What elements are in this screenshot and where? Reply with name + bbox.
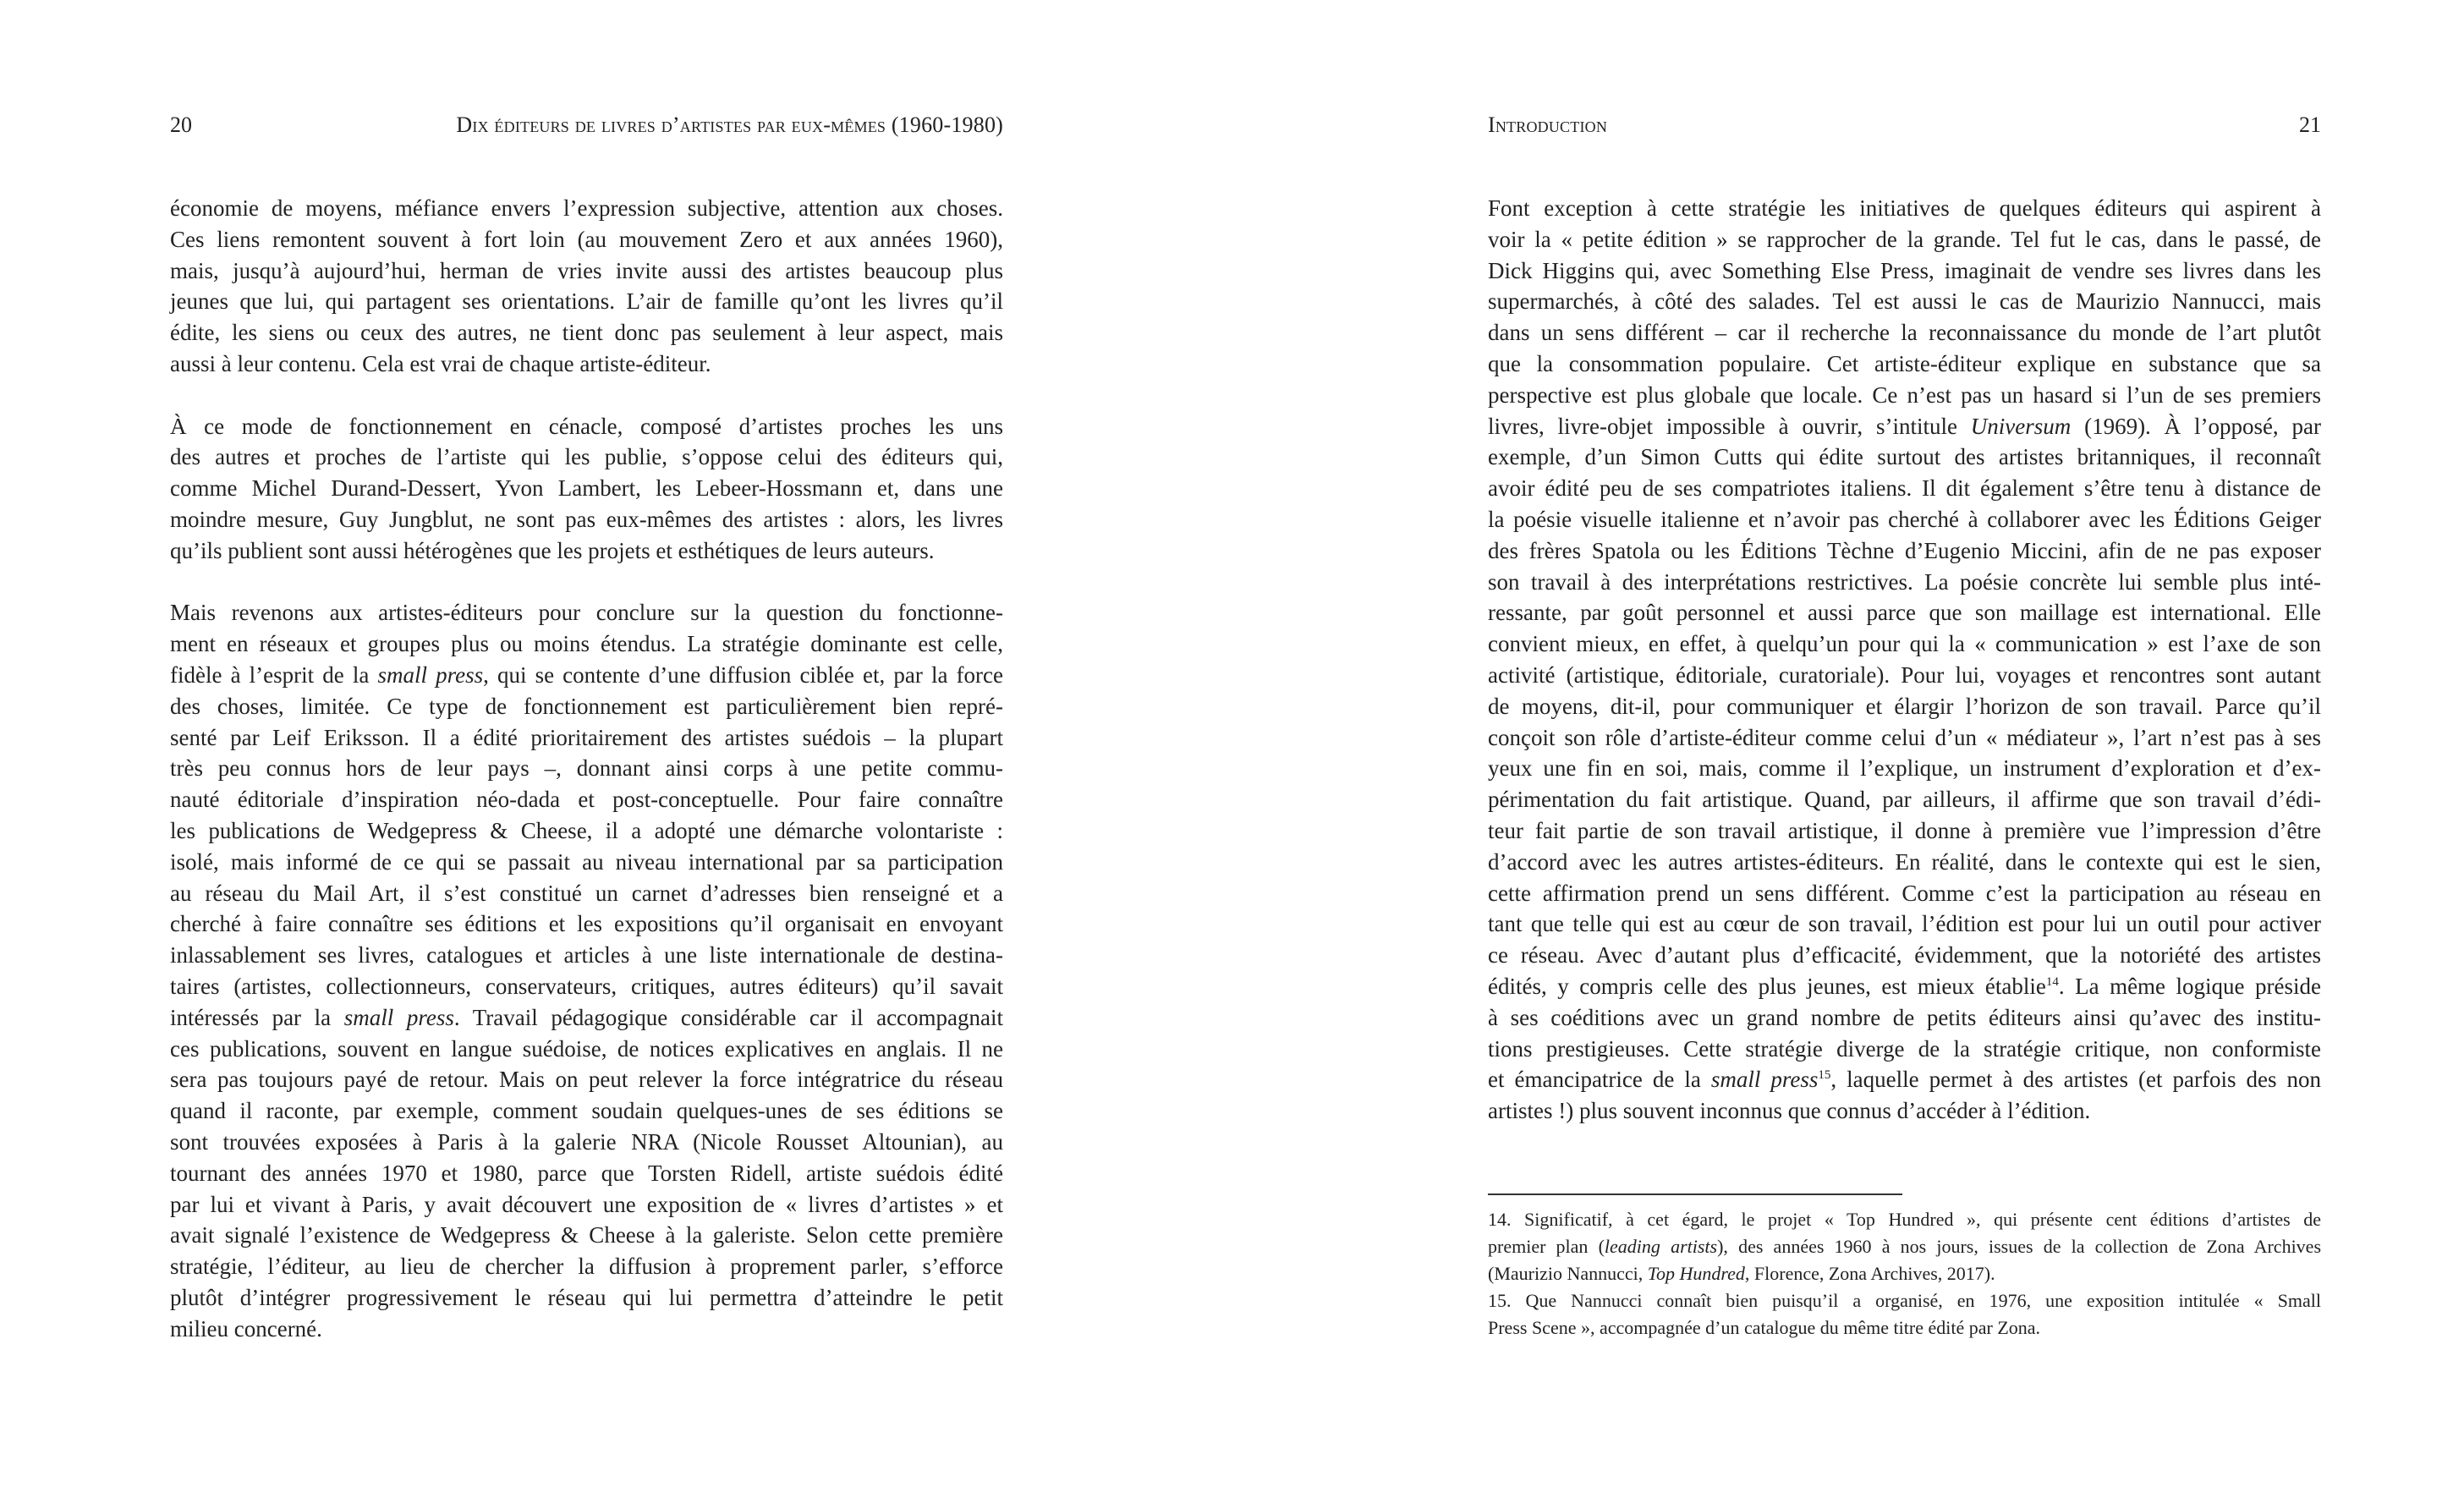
text-line: son travail à des interprétations restrictives. La poésie concrète lui semble plus inté-	[1488, 568, 2321, 595]
text-line: d’accord avec les autres artistes-éditeurs. En réalité, dans le contexte qui est le sien,	[1488, 848, 2321, 875]
text-line: ces publications, souvent en langue suédoise, de notices explicatives en anglais. Il ne	[170, 1035, 1003, 1062]
text-line: plutôt d’intégrer progressivement le réseau qui lui permettra d’atteindre le petit	[170, 1284, 1003, 1310]
footnote-separator	[1488, 1193, 1902, 1195]
text-line: et émancipatrice de la small press$^{15}$, laquelle permet à des artistes (et parfois des non	[1488, 1067, 2322, 1093]
text-line: au réseau du Mail Art, il s’est constitué un carnet d’adresses bien renseigné et a	[170, 880, 1003, 906]
text-line: quand il raconte, par exemple, comment soudain quelques-unes de ses éditions se	[170, 1098, 1003, 1124]
text-line: fidèle à l’esprit de la small press, qui se contente d’une diffusion ciblée et, par la force	[170, 661, 1003, 688]
text-line: périmentation du fait artistique. Quand, par ailleurs, il affirme que son travail d’édi-	[1488, 787, 2321, 813]
text-line: Mais revenons aux artistes-éditeurs pour conclure sur la question du fonctionne-	[170, 600, 1003, 626]
text-line: tant que telle qui est au cœur de son travail, l’édition est pour lui un outil pour activer	[1488, 911, 2321, 937]
running-head-right	[1488, 110, 2321, 140]
text-line: économie de moyens, méfiance envers l’expression subjective, attention aux choses.	[170, 195, 1003, 221]
text-line: cherché à faire connaître ses éditions et les expositions qu’il organisait en envoyant	[170, 911, 1003, 937]
text-line: senté par Leif Eriksson. Il a édité prioritairement des artistes suédois – la plupart	[170, 724, 1003, 750]
footnote-line: 15. Que Nannucci connaît bien puisqu’il a organisé, en 1976, une exposition intitulée « Small	[1488, 1290, 2321, 1311]
text-line: avait signalé l’existence de Wedgepress & Cheese à la galeriste. Selon cette première	[170, 1222, 1003, 1248]
text-line: des frères Spatola ou les Éditions Tèchne d’Eugenio Miccini, afin de ne pas exposer	[1488, 537, 2321, 563]
text-line: la poésie visuelle italienne et n’avoir pas cherché à collaborer avec les Éditions Geiger	[1488, 506, 2321, 532]
paragraph	[170, 597, 1003, 1344]
text-line: ment en réseaux et groupes plus ou moins étendus. La stratégie dominante est celle,	[170, 631, 1003, 657]
text-line: de moyens, dit-il, pour communiquer et élargir l’horizon de son travail. Parce qu’il	[1488, 693, 2321, 719]
text-line: des autres et proches de l’artiste qui les publie, s’oppose celui des éditeurs qui,	[170, 444, 1003, 470]
footnote-line: 14. Significatif, à cet égard, le projet « Top Hundred », qui présente cent éditions d’artistes de	[1488, 1209, 2321, 1230]
text-line: artistes !) plus souvent inconnus que connus d’accéder à l’édition.	[1488, 1098, 2091, 1124]
text-line: yeux une fin en soi, mais, comme il l’explique, un instrument d’exploration et d’ex-	[1488, 755, 2321, 782]
text-line: avoir édité peu de ses compatriotes italiens. Il dit également s’être tenu à distance de	[1488, 475, 2321, 502]
text-line: convient mieux, en effet, à quelqu’un pour qui la « communication » est l’axe de son	[1488, 631, 2321, 657]
footnote-line: (Maurizio Nannucci, Top Hundred, Florence, Zona Archives, 2017).	[1488, 1263, 1995, 1284]
text-line: à ses coéditions avec un grand nombre de petits éditeurs ainsi qu’avec des institu-	[1488, 1004, 2321, 1030]
text-line: sont trouvées exposées à Paris à la galerie NRA (Nicole Rousset Altounian), au	[170, 1128, 1003, 1155]
left-page	[170, 0, 1003, 1498]
text-line: Ces liens remontent souvent à fort loin (au mouvement Zero et aux années 1960),	[170, 226, 1003, 252]
text-line: les publications de Wedgepress & Cheese, il a adopté une démarche volontariste :	[170, 817, 1003, 843]
page-number: 20	[170, 112, 192, 137]
body-text	[1488, 193, 2321, 1158]
text-line: ressante, par goût personnel et aussi parce que son maillage est international. Elle	[1488, 600, 2321, 626]
text-line: édités, y compris celle des plus jeunes, est mieux établie$^{14}$. La même logique préside	[1488, 973, 2321, 999]
text-line: Font exception à cette stratégie les initiatives de quelques éditeurs qui aspirent à	[1488, 195, 2321, 221]
text-line: très peu connus hors de leur pays –, donnant ainsi corps à une petite commu-	[170, 755, 1003, 782]
text-line: activité (artistique, éditoriale, curatoriale). Pour lui, voyages et rencontres sont autant	[1488, 661, 2321, 688]
text-line: édite, les siens ou ceux des autres, ne tient donc pas seulement à leur aspect, mais	[170, 320, 1003, 346]
running-title: Introduction	[1488, 112, 1608, 137]
text-line: nauté éditoriale d’inspiration néo-dada et post-conceptuelle. Pour faire connaître	[170, 787, 1003, 813]
text-line: par lui et vivant à Paris, y avait découvert une exposition de « livres d’artistes » et	[170, 1191, 1003, 1217]
text-line: inlassablement ses livres, catalogues et articles à une liste internationale de destina-	[170, 942, 1003, 968]
text-line: supermarchés, à côté des salades. Tel est aussi le cas de Maurizio Nannucci, mais	[1488, 288, 2321, 315]
text-line: jeunes que lui, qui partagent ses orientations. L’air de famille qu’ont les livres qu’il	[170, 288, 1003, 315]
paragraph	[170, 193, 1003, 380]
footnote-ref[interactable]: 14	[2045, 974, 2059, 989]
footnote-line: premier plan (leading artists), des années 1960 à nos jours, issues de la collection de Zona Archives	[1488, 1236, 2322, 1257]
text-line: des choses, limitée. Ce type de fonctionnement est particulièrement bien repré-	[170, 693, 1003, 719]
text-line: milieu concerné.	[170, 1315, 322, 1342]
footnote-line: Press Scene », accompagnée d’un catalogue du même titre édité par Zona.	[1488, 1317, 2041, 1338]
text-line: sera pas toujours payé de retour. Mais on peut relever la force intégratrice du réseau	[170, 1067, 1003, 1093]
text-line: exemple, d’un Simon Cutts qui édite surtout des artistes britanniques, il reconnaît	[1488, 444, 2321, 470]
text-line: comme Michel Durand-Dessert, Yvon Lambert, les Lebeer-Hossmann et, dans une	[170, 475, 1003, 502]
text-line: intéressés par la small press. Travail pédagogique considérable car il accompagnait	[170, 1004, 1004, 1030]
paragraph	[1488, 193, 2321, 1127]
text-line: conçoit son rôle d’artiste-éditeur comme celui d’un « médiateur », l’art n’est pas à ses	[1488, 724, 2321, 750]
text-line: teur fait partie de son travail artistique, il donne à première vue l’impression d’être	[1488, 817, 2321, 843]
text-line: tournant des années 1970 et 1980, parce que Torsten Ridell, artiste suédois édité	[170, 1160, 1003, 1186]
text-line: mais, jusqu’à aujourd’hui, herman de vries invite aussi des artistes beaucoup plus	[170, 257, 1003, 283]
text-line: Dick Higgins qui, avec Something Else Press, imaginait de vendre ses livres dans les	[1488, 257, 2321, 283]
text-line: qu’ils publient sont aussi hétérogènes que les projets et esthétiques de leurs auteurs.	[170, 537, 935, 563]
text-line: voir la « petite édition » se rapprocher de la grande. Tel fut le cas, dans le passé, de	[1488, 226, 2321, 252]
page-number: 21	[2299, 112, 2321, 137]
text-line: À ce mode de fonctionnement en cénacle, composé d’artistes proches les uns	[170, 413, 1003, 439]
body-text	[170, 193, 1003, 1375]
text-line: taires (artistes, collectionneurs, conservateurs, critiques, autres éditeurs) qu’il savait	[170, 973, 1003, 999]
text-line: livres, livre-objet impossible à ouvrir, s’intitule Universum (1969). À l’opposé, par	[1488, 413, 2321, 439]
running-head-left	[170, 110, 1003, 140]
right-page	[1488, 0, 2321, 1498]
text-line: dans un sens différent – car il recherche la reconnaissance du monde de l’art plutôt	[1488, 320, 2321, 346]
running-title: Dix éditeurs de livres d’artistes par eux-mêmes (1960-1980)	[456, 112, 1003, 137]
footnote-14	[1488, 1206, 2321, 1287]
text-line: cette affirmation prend un sens différent. Comme c’est la participation au réseau en	[1488, 880, 2321, 906]
text-line: isolé, mais informé de ce qui se passait au niveau international par sa participation	[170, 848, 1003, 875]
text-line: ce réseau. Avec d’autant plus d’efficacité, évidemment, que la notoriété des artistes	[1488, 942, 2321, 968]
paragraph	[170, 411, 1003, 567]
text-line: que la consommation populaire. Cet artiste-éditeur explique en substance que sa	[1488, 350, 2321, 376]
text-line: tions prestigieuses. Cette stratégie diverge de la stratégie critique, non conformiste	[1488, 1035, 2321, 1062]
footnotes	[1488, 1206, 2321, 1342]
text-line: perspective est plus globale que locale. Ce n’est pas un hasard si l’un de ses premiers	[1488, 381, 2321, 408]
text-line: stratégie, l’éditeur, au lieu de chercher la diffusion à proprement parler, s’efforce	[170, 1254, 1003, 1280]
text-line: aussi à leur contenu. Cela est vrai de chaque artiste-éditeur.	[170, 350, 711, 376]
footnote-15	[1488, 1287, 2321, 1342]
text-line: moindre mesure, Guy Jungblut, ne sont pas eux-mêmes des artistes : alors, les livres	[170, 506, 1003, 532]
footnote-ref[interactable]: 15	[1818, 1068, 1831, 1083]
